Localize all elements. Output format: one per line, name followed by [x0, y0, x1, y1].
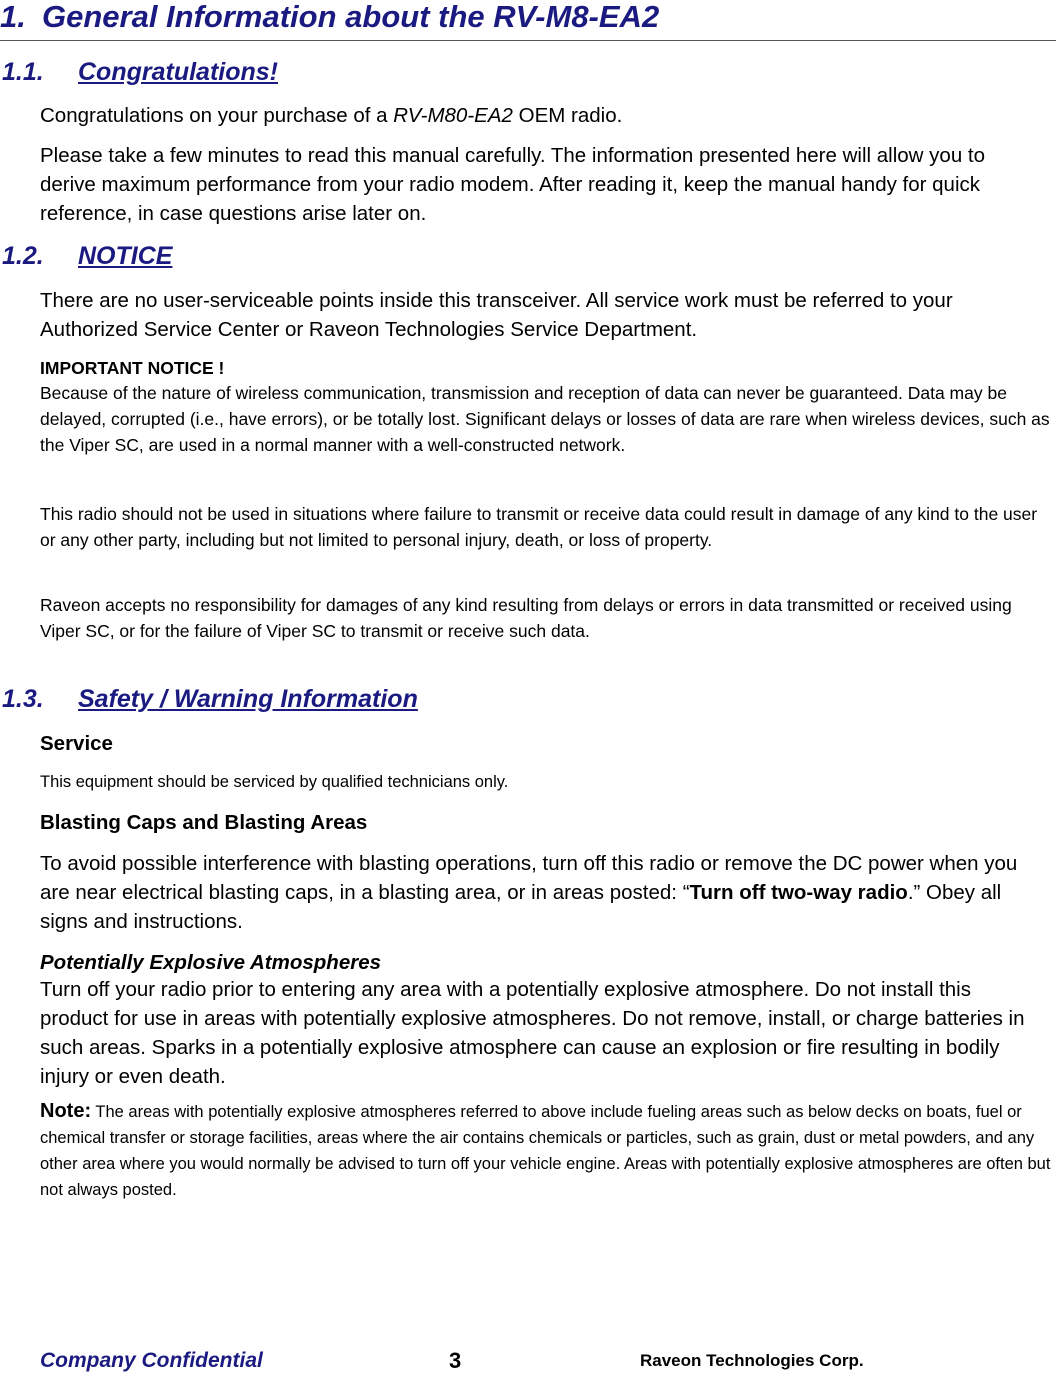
- chapter-number: 1.: [0, 0, 26, 34]
- service-notice-paragraph: There are no user-serviceable points inside this transceiver. All service work must be referred to your Authorized Service Center or Raveon Technologies Service Department.: [40, 289, 953, 341]
- congratulations-paragraph: [40, 101, 1052, 130]
- service-text: This equipment should be serviced by qualified technicians only.: [40, 773, 509, 791]
- explosive-paragraph: Turn off your radio prior to entering any area with a potentially explosive atmosphere. Do not install this product for use in areas with potentially explosive atmospheres. Do not remove, install, or charge batteries in such areas. Sparks in a potentially explosive atmosphere can cause an explosion or fire resulting in bodily injury or even death.: [40, 978, 1025, 1088]
- footer-company: Raveon Technologies Corp.: [640, 1351, 864, 1370]
- responsibility-paragraph: Raveon accepts no responsibility for damages of any kind resulting from delays or errors in data transmitted or received using Viper SC, or for the failure of Viper SC to transmit or receive such data.: [40, 595, 1012, 641]
- footer-page-number: 3: [449, 1348, 462, 1373]
- section-number: 1.2.: [2, 242, 44, 270]
- section-heading-safety: [2, 684, 418, 714]
- blasting-paragraph: [40, 849, 1052, 936]
- section-heading-notice: [2, 241, 172, 271]
- service-label: Service: [40, 732, 113, 755]
- section-number: 1.1.: [2, 58, 44, 86]
- chapter-title: General Information about the RV-M8-EA2: [42, 0, 660, 34]
- note-label: Note:: [40, 1100, 92, 1122]
- usage-warning-paragraph: This radio should not be used in situations where failure to transmit or receive data could result in damage of any kind to the user or any other party, including but not limited to personal injury, death, or loss of property.: [40, 504, 1038, 550]
- text-run: .” Obey all signs and instructions.: [40, 881, 1002, 933]
- note-paragraph: [40, 1098, 1052, 1203]
- model-name: RV-M80-EA2: [393, 104, 513, 127]
- chapter-heading: [0, 0, 1056, 41]
- text-run: Congratulations on your purchase of a: [40, 104, 394, 127]
- text-run: OEM radio.: [512, 104, 623, 127]
- section-number: 1.3.: [2, 685, 44, 713]
- read-manual-paragraph: Please take a few minutes to read this manual carefully. The information presented here will allow you to derive maximum performance from your radio modem. After reading it, keep the manual handy for quick reference, in case questions arise later on.: [40, 144, 986, 225]
- important-notice-label: IMPORTANT NOTICE !: [40, 358, 225, 378]
- posted-sign-text: Turn off two-way radio: [689, 881, 908, 904]
- section-title: Safety / Warning Information: [78, 685, 418, 713]
- important-notice-text: Because of the nature of wireless communication, transmission and reception of data can never be guaranteed. Data may be delayed, corrupted (i.e., have errors), or be totally lost. Significant delays or losses of data are rare when wireless devices, such as the Viper SC, are used in a normal manner with a well-constructed network.: [40, 383, 1050, 455]
- section-title: Congratulations!: [78, 58, 278, 86]
- note-text: The areas with potentially explosive atmospheres referred to above include fueling areas such as below decks on boats, fuel or chemical transfer or storage facilities, areas where the air contains chemicals or particles, such as grain, dust or metal powders, and any other area where you would normally be advised to turn off your vehicle engine. Areas with potentially explosive atmospheres are often but not always posted.: [40, 1103, 1051, 1199]
- text-run: To avoid possible interference with blasting operations, turn off this radio or remove the DC power when you are near electrical blasting caps, in a blasting area, or in areas posted: “: [40, 852, 1018, 904]
- section-title: NOTICE: [78, 242, 173, 270]
- section-heading-congratulations: [2, 57, 278, 87]
- explosive-label: Potentially Explosive Atmospheres: [40, 951, 382, 974]
- blasting-label: Blasting Caps and Blasting Areas: [40, 811, 368, 834]
- footer-confidential: Company Confidential: [40, 1349, 263, 1372]
